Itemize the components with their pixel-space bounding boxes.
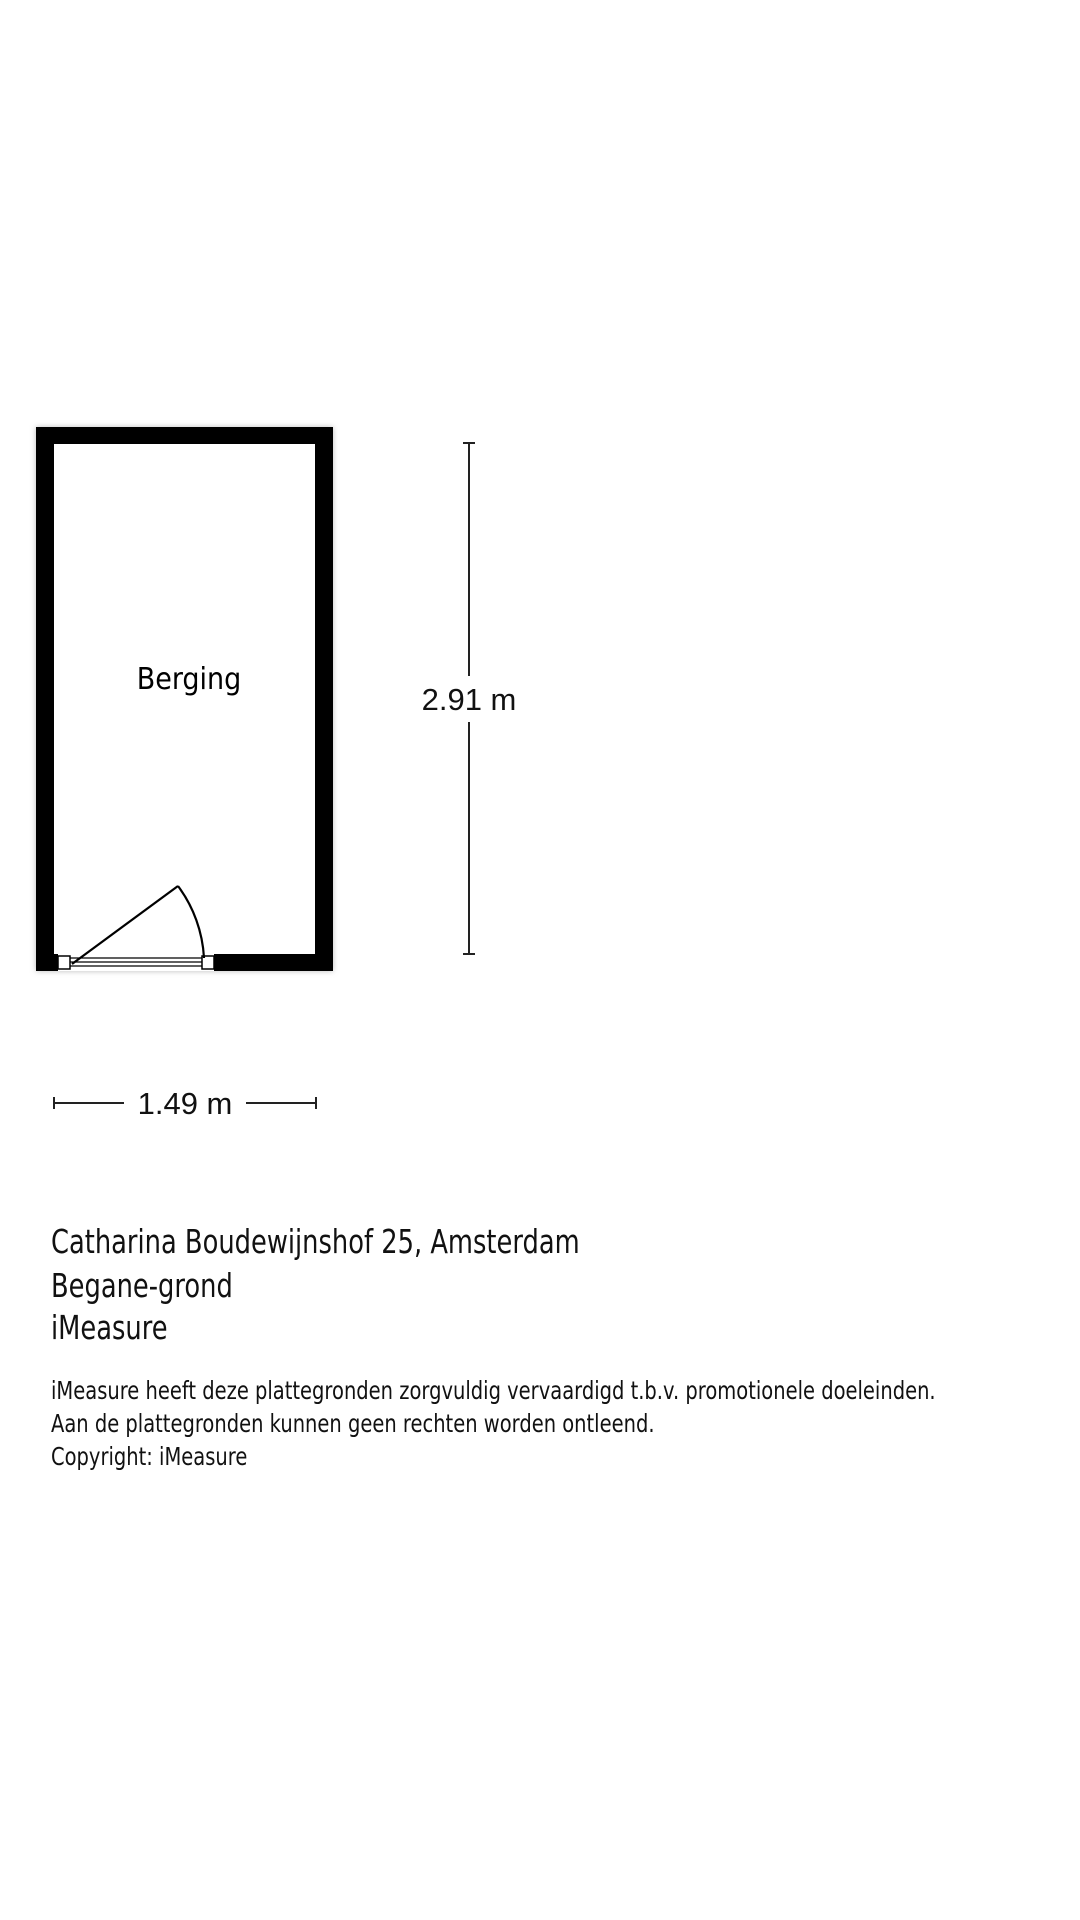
disclaimer-line-2: Aan de plattegronden kunnen geen rechten worden ontleend. [51, 1409, 655, 1438]
company-name: iMeasure [51, 1308, 168, 1347]
floor-name: Begane-grond [51, 1266, 233, 1305]
width-dimension [54, 1086, 316, 1121]
height-dimension-label: 2.91 m [421, 682, 517, 717]
copyright: Copyright: iMeasure [51, 1442, 248, 1471]
address: Catharina Boudewijnshof 25, Amsterdam [51, 1222, 580, 1261]
height-dimension [422, 443, 517, 954]
width-dimension-label: 1.49 m [137, 1086, 233, 1121]
disclaimer-line-1: iMeasure heeft deze plattegronden zorgvuldig vervaardigd t.b.v. promotionele doeleinden. [51, 1376, 936, 1405]
room-label: Berging [136, 661, 242, 697]
